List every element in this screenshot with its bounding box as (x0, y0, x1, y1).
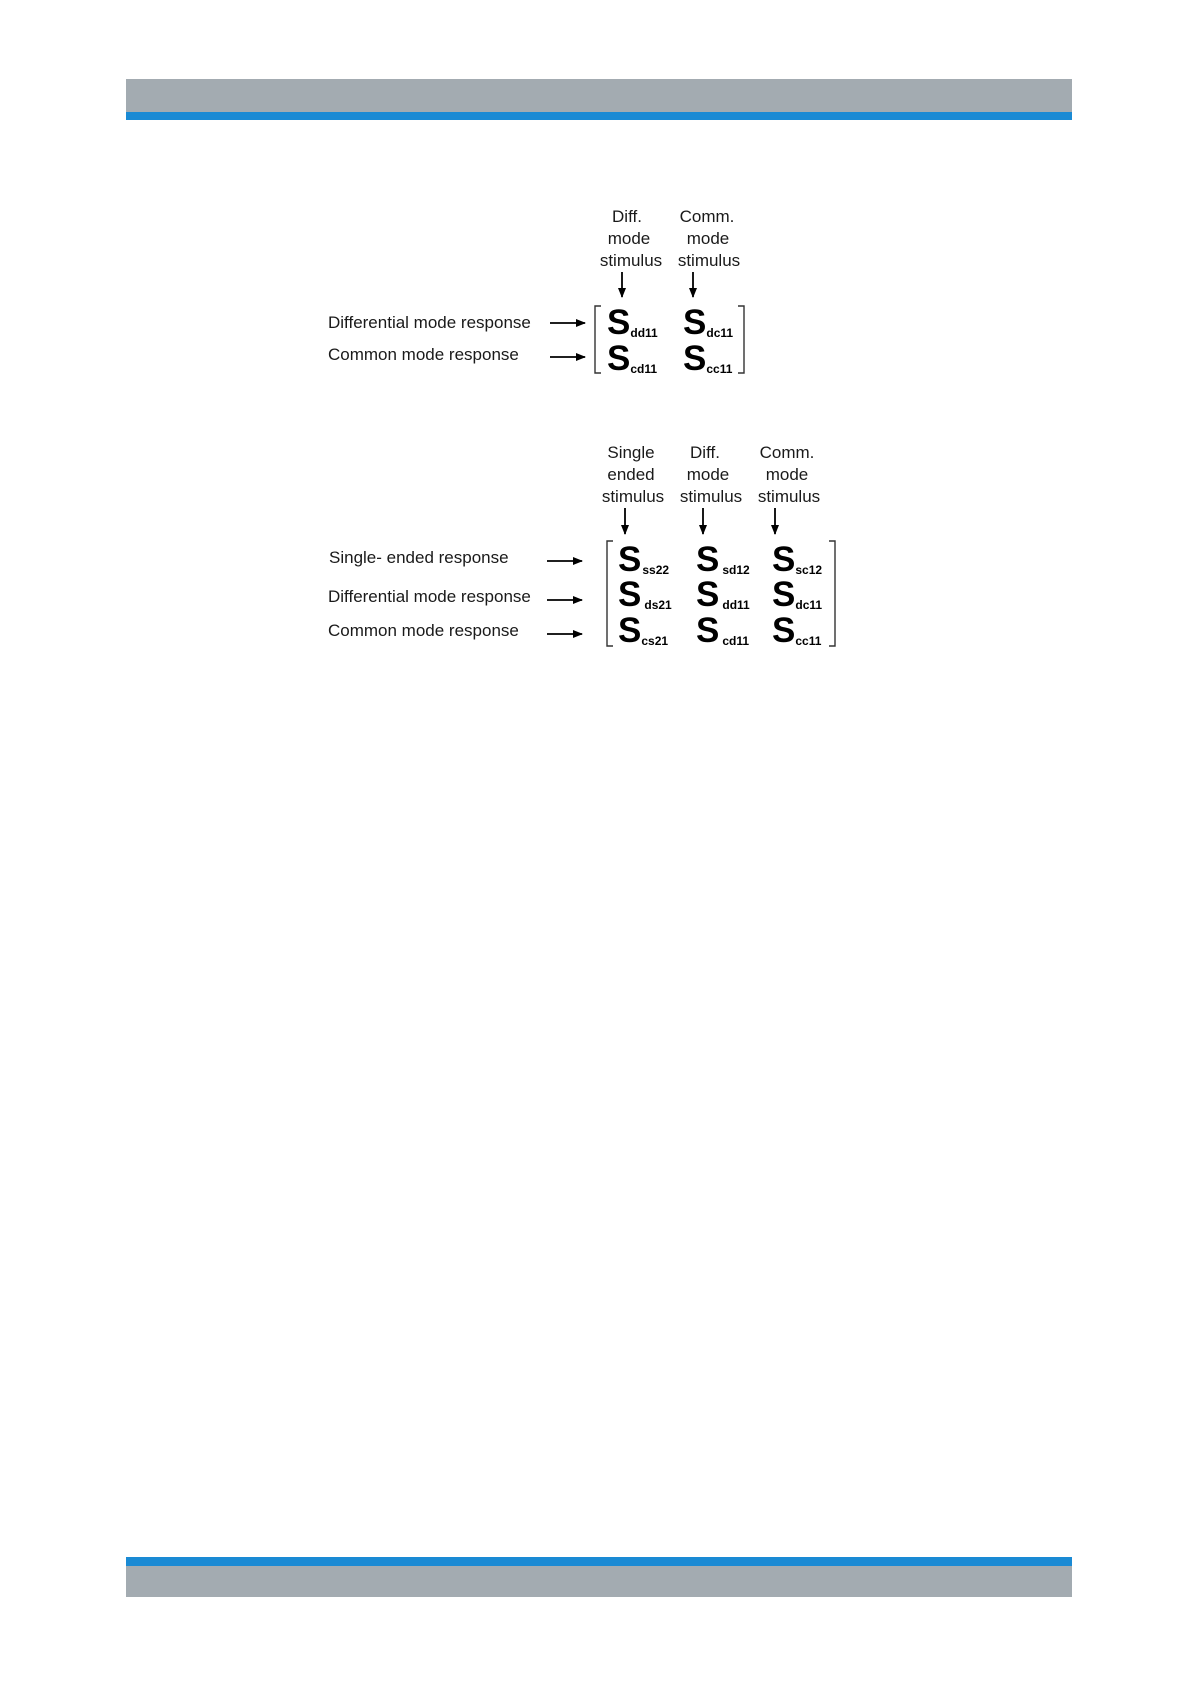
col-header-1-line-2: mode (607, 229, 651, 248)
col-header-1-line-1: Single (607, 443, 655, 462)
col-header-2-line-3: stimulus (677, 251, 741, 270)
col-header-3-line-1: Comm. (759, 443, 815, 462)
col-header-2-line-2: mode (686, 229, 730, 248)
col-header-2-line-2: mode (686, 465, 730, 484)
matrix-right-bracket (738, 306, 744, 373)
matrix-entry-s-cs21: Scs21 (618, 611, 669, 650)
matrix-entry-s-cd11: Scd11 (696, 611, 750, 650)
matrix-entry-s-ds21: Sds21 (618, 575, 672, 614)
matrix-right-bracket (829, 541, 835, 646)
matrix-entry-s-dc11: Sdc11 (683, 303, 734, 342)
col-header-2-line-3: stimulus (679, 487, 743, 506)
row-label-common: Common mode response (328, 345, 519, 364)
matrix-entry-s-dc11: Sdc11 (772, 575, 823, 614)
col-header-1-line-2: ended (607, 465, 655, 484)
matrix-2x2-figure (328, 207, 744, 378)
matrix-entry-s-cc11: Scc11 (772, 611, 822, 650)
matrix-entry-s-cd11: Scd11 (607, 339, 658, 378)
row-label-single-ended: Single- ended response (329, 548, 509, 567)
col-header-2-line-1: Diff. (690, 443, 720, 462)
matrix-entry-s-dd11: Sdd11 (696, 575, 750, 614)
matrix-3x3-figure (328, 443, 835, 650)
row-label-differential: Differential mode response (328, 587, 531, 606)
matrix-entry-s-dd11: Sdd11 (607, 303, 658, 342)
matrix-entry-s-cc11: Scc11 (683, 339, 733, 378)
col-header-3-line-2: mode (765, 465, 809, 484)
col-header-1-line-1: Diff. (612, 207, 642, 226)
matrix-entry-s-sd12: Ssd12 (696, 540, 750, 579)
col-header-1-line-3: stimulus (601, 487, 665, 506)
matrix-left-bracket (595, 306, 601, 373)
col-header-1-line-3: stimulus (599, 251, 663, 270)
matrix-left-bracket (607, 541, 613, 646)
col-header-3-line-3: stimulus (757, 487, 821, 506)
matrix-entry-s-ss22: Sss22 (618, 540, 670, 579)
col-header-2-line-1: Comm. (679, 207, 735, 226)
row-label-differential: Differential mode response (328, 313, 531, 332)
row-label-common: Common mode response (328, 621, 519, 640)
matrix-entry-s-sc12: Ssc12 (772, 540, 823, 579)
